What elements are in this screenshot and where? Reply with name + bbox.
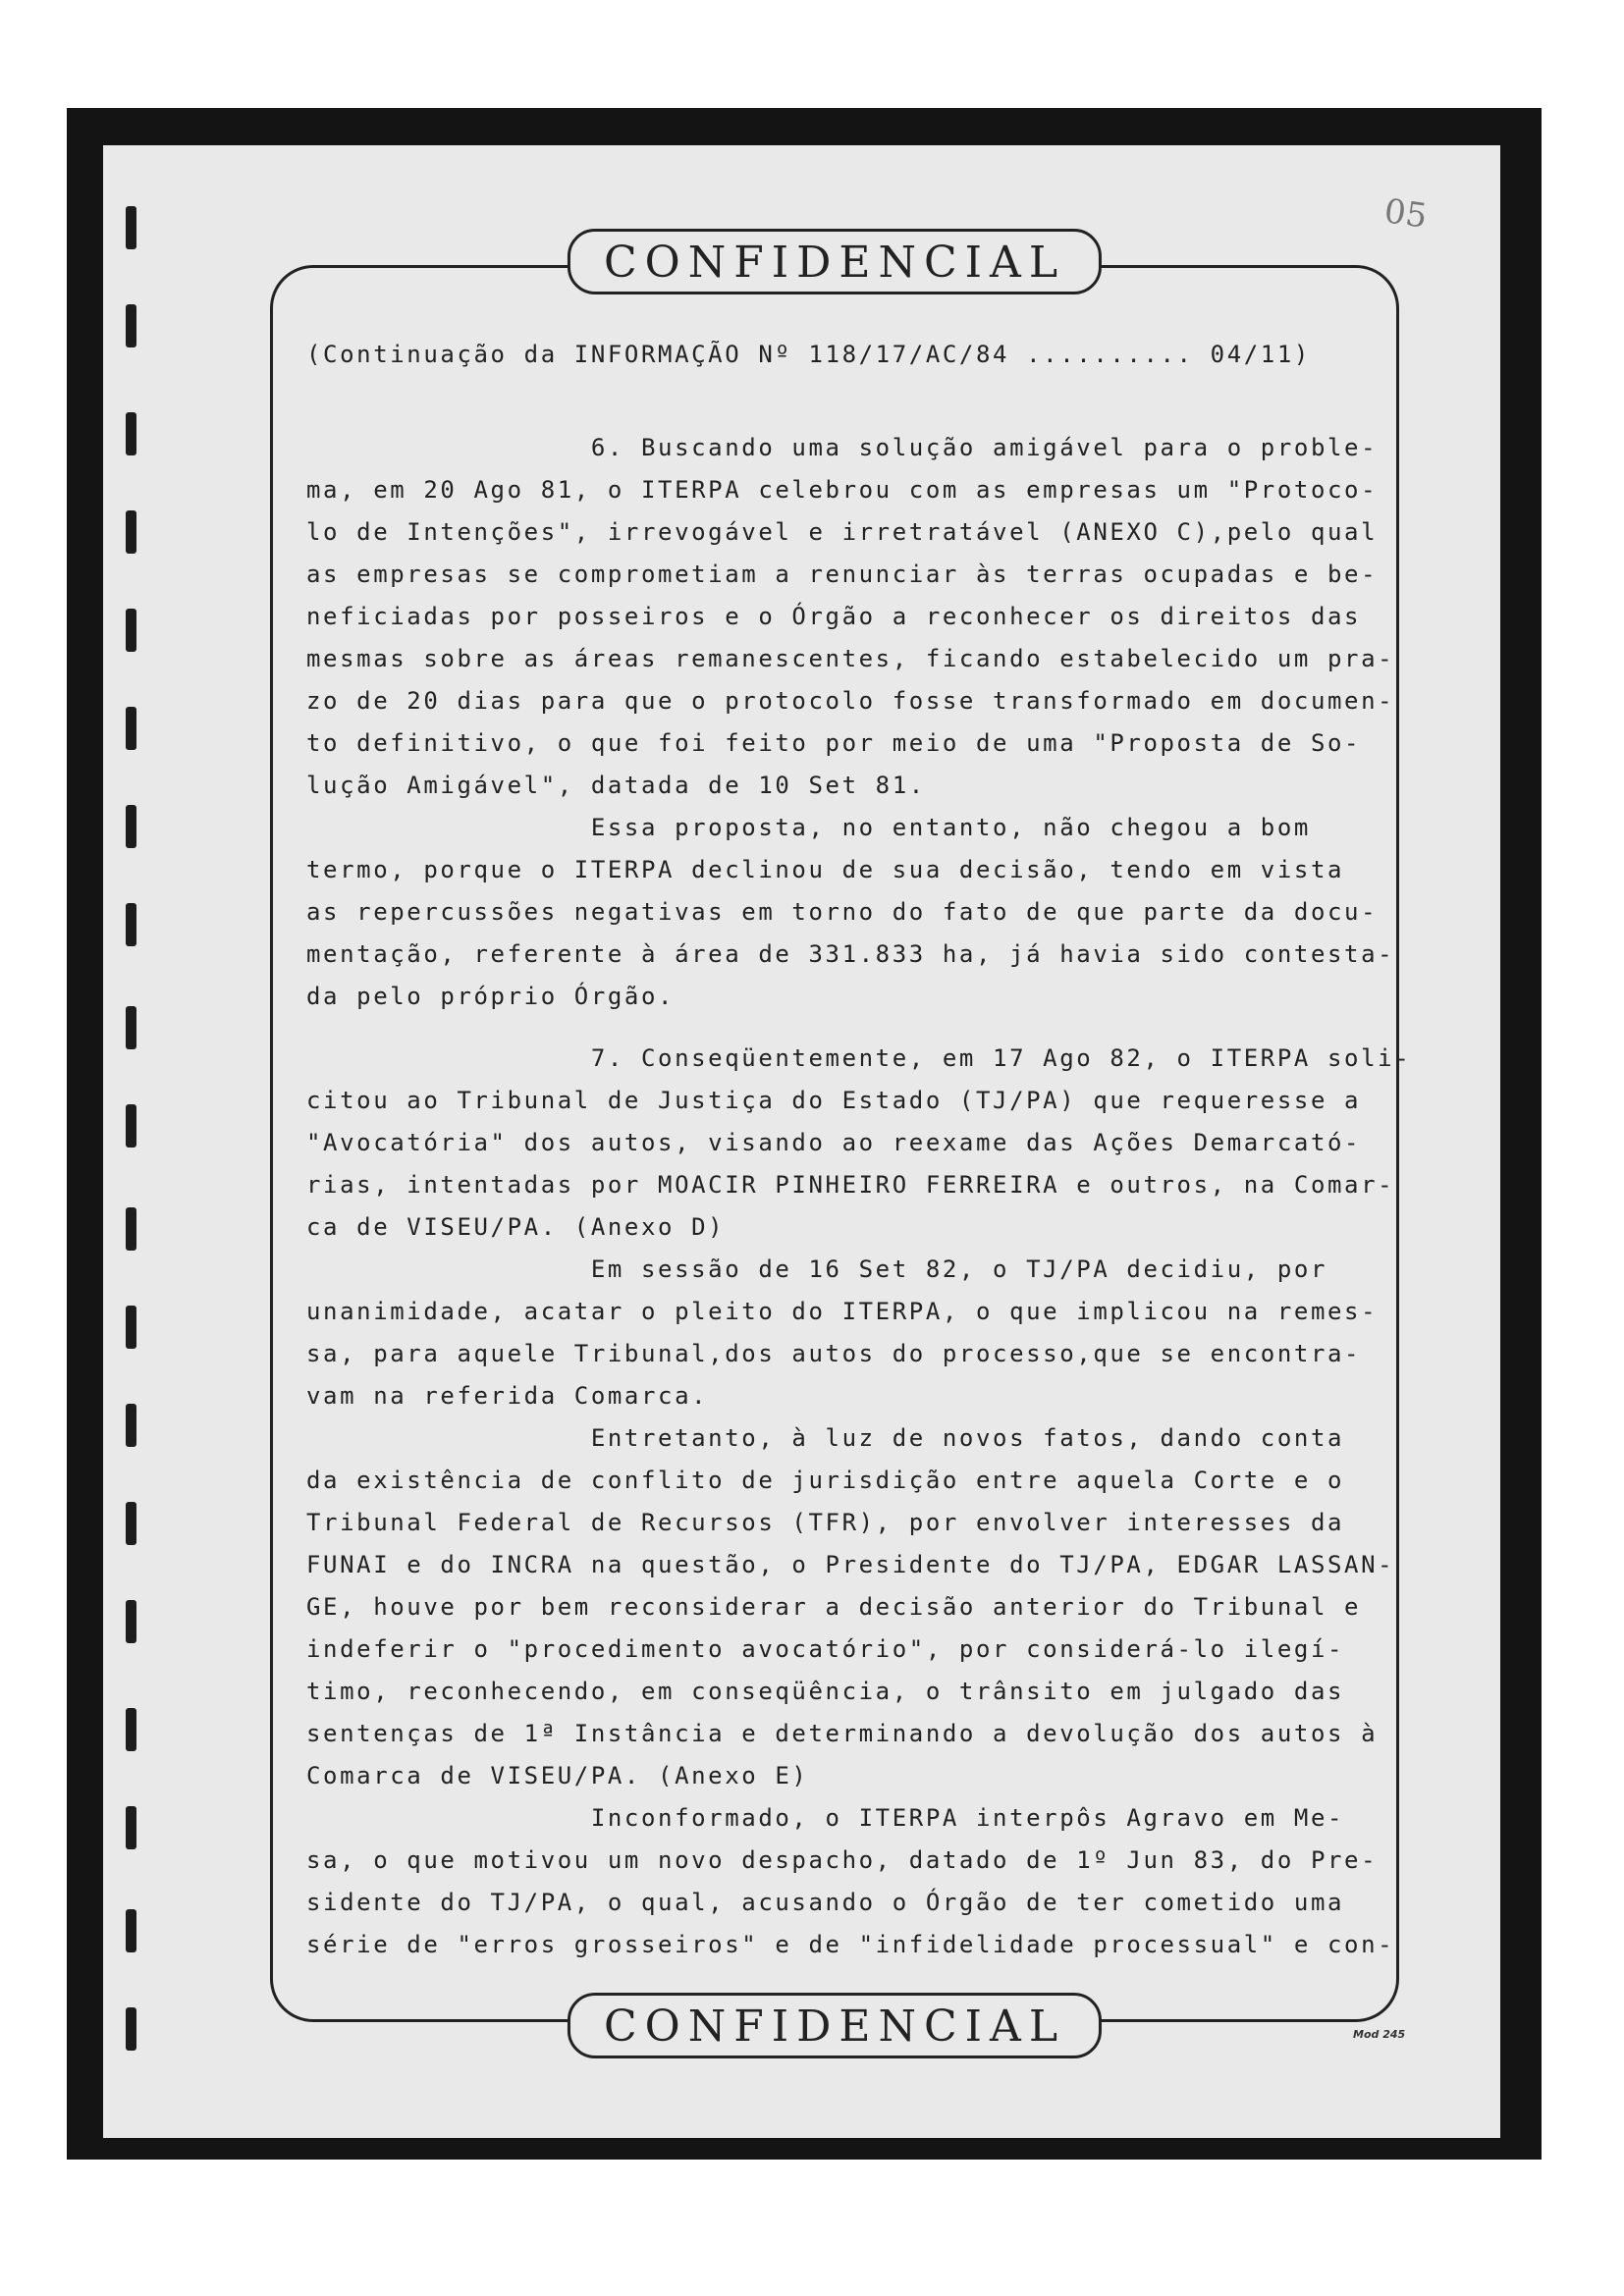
document-body: [306, 334, 1412, 1966]
binder-hole: [126, 1909, 136, 1952]
binder-hole: [126, 510, 136, 554]
binder-hole: [126, 609, 136, 652]
binder-hole: [126, 805, 136, 848]
text-line: mentação, referente à área de 331.833 ha, já havia sido contesta-: [306, 940, 1395, 968]
binder-hole: [126, 1207, 136, 1251]
text-line: sa, o que motivou um novo despacho, datado de 1º Jun 83, do Pre-: [306, 1846, 1379, 1874]
text-line: zo de 20 dias para que o protocolo fosse transformado em documen-: [306, 687, 1395, 715]
page-number-handwritten: 05: [1381, 191, 1430, 237]
text-line: Essa proposta, no entanto, não chegou a bom: [306, 814, 1311, 841]
binder-hole: [126, 1600, 136, 1643]
binder-hole: [126, 1404, 136, 1447]
text-line: Entretanto, à luz de novos fatos, dando conta: [306, 1424, 1345, 1452]
text-line: sidente do TJ/PA, o qual, acusando o Órgão de ter cometido uma: [306, 1889, 1345, 1916]
text-line: lo de Intenções", irrevogável e irretratável (ANEXO C),pelo qual: [306, 518, 1379, 546]
text-line: Em sessão de 16 Set 82, o TJ/PA decidiu, por: [306, 1255, 1328, 1283]
binder-hole: [126, 707, 136, 750]
binder-hole: [126, 1104, 136, 1148]
binder-hole: [126, 2007, 136, 2051]
paragraph-6: [306, 427, 1395, 1018]
text-line: neficiadas por posseiros e o Órgão a reconhecer os direitos das: [306, 603, 1362, 630]
text-line: lução Amigável", datada de 10 Set 81.: [306, 772, 926, 799]
text-line: to definitivo, o que foi feito por meio de uma "Proposta de So-: [306, 729, 1362, 757]
text-line: termo, porque o ITERPA declinou de sua decisão, tendo em vista: [306, 856, 1345, 883]
text-line: FUNAI e do INCRA na questão, o Presidente do TJ/PA, EDGAR LASSAN-: [306, 1551, 1395, 1578]
text-line: rias, intentadas por MOACIR PINHEIRO FERREIRA e outros, na Comar-: [306, 1171, 1395, 1199]
text-line: "Avocatória" dos autos, visando ao reexame das Ações Demarcató-: [306, 1129, 1362, 1156]
text-line: citou ao Tribunal de Justiça do Estado (TJ/PA) que requeresse a: [306, 1087, 1362, 1114]
text-line: 6. Buscando uma solução amigável para o proble-: [306, 434, 1379, 461]
text-line: timo, reconhecendo, em conseqüência, o trânsito em julgado das: [306, 1678, 1345, 1705]
form-code: Mod 245: [1353, 2028, 1406, 2041]
text-line: 7. Conseqüentemente, em 17 Ago 82, o ITERPA soli-: [306, 1044, 1412, 1072]
text-line: as repercussões negativas em torno do fato de que parte da docu-: [306, 898, 1379, 926]
text-line: ca de VISEU/PA. (Anexo D): [306, 1213, 726, 1241]
binder-hole: [126, 1502, 136, 1545]
binder-hole: [126, 903, 136, 946]
confidential-stamp-bottom: CONFIDENCIAL: [568, 1993, 1102, 2058]
text-line: ma, em 20 Ago 81, o ITERPA celebrou com as empresas um "Protoco-: [306, 476, 1379, 504]
text-line: Tribunal Federal de Recursos (TFR), por envolver interesses da: [306, 1509, 1345, 1536]
binder-hole: [126, 304, 136, 347]
text-line: as empresas se comprometiam a renunciar às terras ocupadas e be-: [306, 561, 1379, 588]
continuation-header: (Continuação da INFORMAÇÃO Nº 118/17/AC/84 .......... 04/11): [306, 341, 1311, 368]
text-line: vam na referida Comarca.: [306, 1382, 709, 1410]
text-line: unanimidade, acatar o pleito do ITERPA, o que implicou na remes-: [306, 1298, 1379, 1325]
text-line: Comarca de VISEU/PA. (Anexo E): [306, 1762, 809, 1789]
binder-hole: [126, 1708, 136, 1751]
text-line: série de "erros grosseiros" e de "infidelidade processual" e con-: [306, 1931, 1395, 1958]
text-line: da pelo próprio Órgão.: [306, 983, 676, 1010]
paragraph-7: [306, 1038, 1412, 1966]
confidential-stamp-top: CONFIDENCIAL: [568, 229, 1102, 294]
text-line: GE, houve por bem reconsiderar a decisão anterior do Tribunal e: [306, 1593, 1362, 1621]
binder-hole: [126, 1306, 136, 1349]
text-line: sentenças de 1ª Instância e determinando a devolução dos autos à: [306, 1720, 1379, 1747]
text-line: sa, para aquele Tribunal,dos autos do processo,que se encontra-: [306, 1340, 1362, 1367]
text-line: mesmas sobre as áreas remanescentes, ficando estabelecido um pra-: [306, 645, 1395, 672]
text-line: Inconformado, o ITERPA interpôs Agravo em Me-: [306, 1804, 1345, 1832]
binder-hole: [126, 1006, 136, 1049]
text-line: indeferir o "procedimento avocatório", por considerá-lo ilegí-: [306, 1635, 1345, 1663]
text-line: da existência de conflito de jurisdição entre aquela Corte e o: [306, 1467, 1345, 1494]
binder-hole: [126, 206, 136, 249]
binder-hole: [126, 1806, 136, 1849]
binder-holes: [126, 206, 145, 2091]
binder-hole: [126, 412, 136, 455]
paragraph-gap: [306, 1018, 1381, 1038]
